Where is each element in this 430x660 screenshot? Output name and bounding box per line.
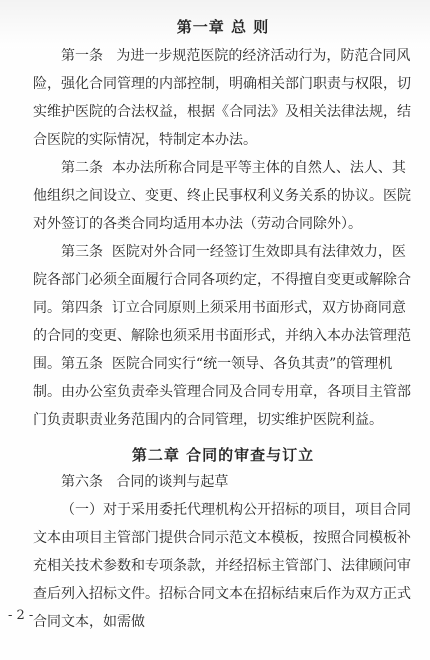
article-6-text: 合同的谈判与起草 (116, 474, 229, 490)
article-4-number: 第四条 (61, 300, 103, 316)
article-6-number: 第六条 (61, 474, 103, 490)
article-6-clause-1 (33, 496, 413, 636)
clause-1-number: （一） (61, 502, 103, 518)
article-2-text: 本办法所称合同是平等主体的自然人、法人、其他组织之间设立、变更、终止民事权利义务关系的协议。医院对外签订的各类合同均适用本办法（劳动合同除外）。 (33, 160, 411, 232)
article-5-text: 医院合同实行“统一领导、各负其责”的管理机制。由办公室负责牵头管理合同及合同专用章，各项目主管部门负责职责业务范围内的合同管理，切实维护医院利益。 (33, 356, 411, 428)
article-5 (33, 350, 413, 434)
article-6 (33, 468, 413, 496)
article-5-number: 第五条 (61, 356, 103, 372)
article-2-number: 第二条 (61, 160, 103, 176)
clause-1-text: 对于采用委托代理机构公开招标的项目，项目合同文本由项目主管部门提供合同示范文本模板，按照合同模板补充相关技术参数和专项条款，并经招标主管部门、法律顾问审查后列入招标文件。招标合同文本在招标结束后作为双方正式合同文本，如需做 (33, 502, 411, 630)
article-2 (33, 154, 413, 238)
page-number: - 2 - (8, 608, 34, 623)
chapter-1-title: 第一章 总 则 (176, 18, 270, 36)
article-1-number: 第一条 (61, 48, 103, 64)
article-4-text: 订立合同原则上须采用书面形式，双方协商同意的合同的变更、解除也须采用书面形式，并纳入本办法管理范围。 (33, 300, 411, 372)
article-3-text: 医院对外合同一经签订生效即具有法律效力，医院各部门必须全面履行合同各项约定，不得擅自变更或解除合同。 (33, 244, 411, 316)
article-3-number: 第三条 (61, 244, 103, 260)
chapter-2-title: 第二章 合同的审查与订立 (131, 446, 315, 464)
article-1-text: 为进一步规范医院的经济活动行为，防范合同风险，强化合同管理的内部控制，明确相关部门职责与权限，切实维护医院的合法权益，根据《合同法》及相关法律法规，结合医院的实际情况，特制定本办法。 (33, 48, 411, 148)
article-1 (33, 42, 413, 154)
